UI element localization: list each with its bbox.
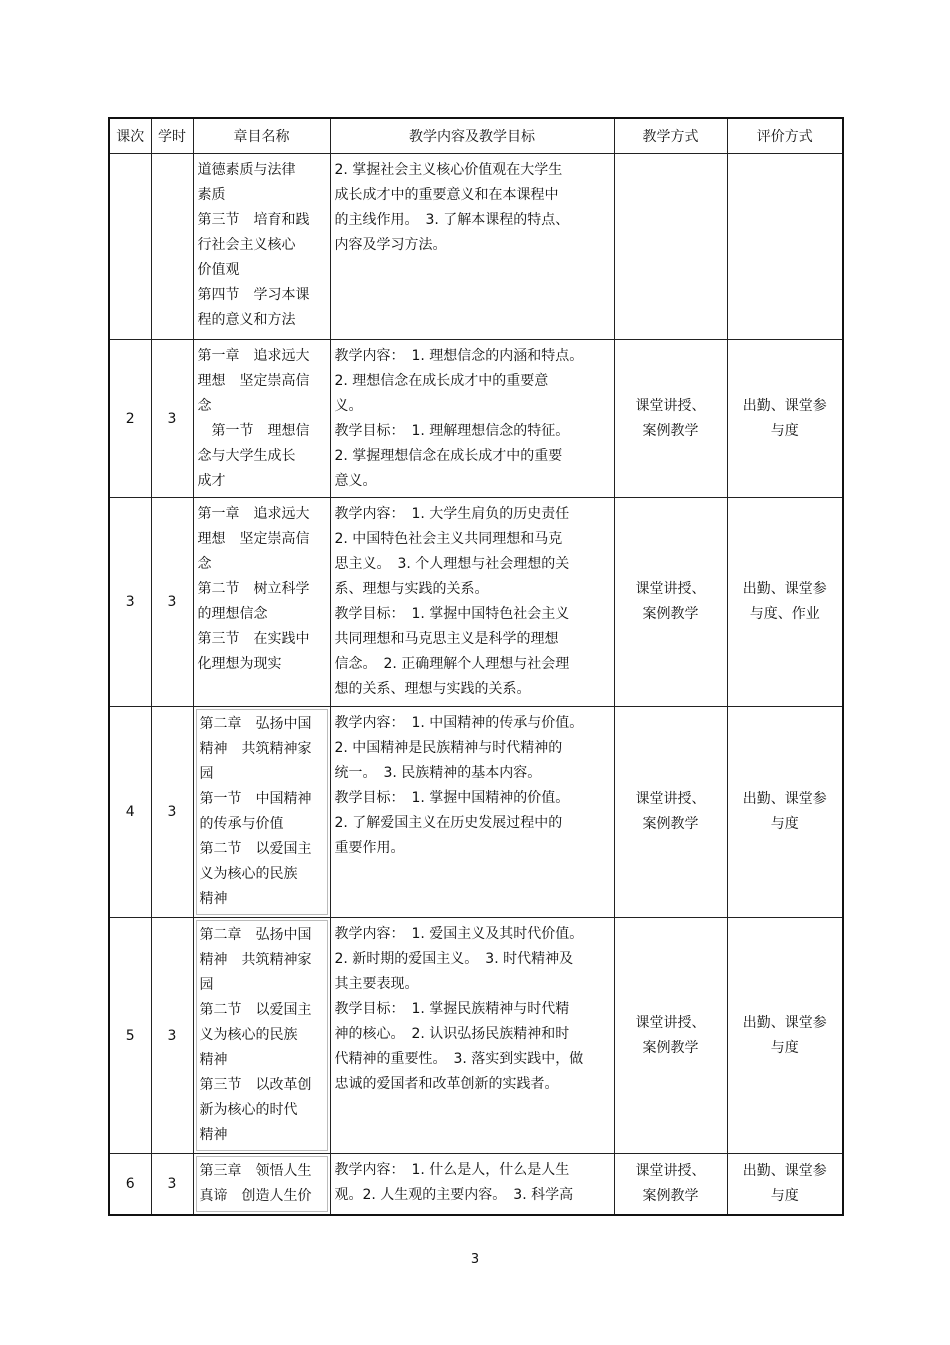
content-cell <box>330 707 614 918</box>
evaluation-line: 与度、作业 <box>749 606 820 622</box>
content-line-block <box>331 498 614 704</box>
chapter-line: 义为核心的民族 <box>199 1027 298 1043</box>
content-line-block <box>331 707 614 863</box>
lesson-cell: 4 <box>109 707 151 918</box>
method-line-block <box>615 1159 727 1209</box>
hours-cell: 3 <box>151 498 193 707</box>
chapter-line: 第一节 中国精神 <box>199 791 312 807</box>
chapter-cell <box>193 1154 330 1216</box>
chapter-cell <box>193 707 330 918</box>
chapter-line: 精神 共筑精神家 <box>199 952 312 968</box>
chapter-line: 成才 <box>197 473 226 489</box>
content-line: 教学目标： 1. 掌握民族精神与时代精 <box>334 1001 570 1017</box>
content-cell <box>330 154 614 340</box>
chapter-line-block <box>196 920 328 1151</box>
method-line-block <box>615 577 727 627</box>
lesson-cell: 3 <box>109 498 151 707</box>
chapter-line: 的传承与价值 <box>199 816 284 832</box>
content-cell <box>330 1154 614 1216</box>
content-line-block <box>331 918 614 1099</box>
chapter-line: 行社会主义核心 <box>197 237 296 253</box>
content-line: 忠诚的爱国者和改革创新的实践者。 <box>334 1076 559 1092</box>
chapter-line: 第四节 学习本课 <box>197 287 310 303</box>
chapter-cell <box>193 154 330 340</box>
content-line: 2. 掌握社会主义核心价值观在大学生 <box>334 162 563 178</box>
content-line: 的主线作用。 3. 了解本课程的特点、 <box>334 212 570 228</box>
lesson-cell: 5 <box>109 918 151 1154</box>
chapter-line: 第二章 弘扬中国 <box>199 927 312 943</box>
lesson-cell <box>109 154 151 340</box>
chapter-line: 第二节 树立科学 <box>197 581 310 597</box>
chapter-line: 道德素质与法律 <box>197 162 296 178</box>
content-cell <box>330 498 614 707</box>
content-line: 神的核心。 2. 认识弘扬民族精神和时 <box>334 1026 570 1042</box>
table-row <box>109 707 843 918</box>
header-chapter: 章目名称 <box>193 118 330 154</box>
content-line: 系、理想与实践的关系。 <box>334 581 489 597</box>
hours-cell <box>151 154 193 340</box>
lesson-cell: 6 <box>109 1154 151 1216</box>
content-line: 教学内容： 1. 大学生肩负的历史责任 <box>334 506 570 522</box>
chapter-line: 理想 坚定崇高信 <box>197 373 310 389</box>
chapter-line: 素质 <box>197 187 226 203</box>
chapter-line: 第三节 培育和践 <box>197 212 310 228</box>
table-row <box>109 918 843 1154</box>
chapter-line: 第一章 追求远大 <box>197 348 310 364</box>
chapter-line: 义为核心的民族 <box>199 866 298 882</box>
chapter-line: 园 <box>199 766 214 782</box>
content-line-block <box>331 154 614 260</box>
header-row <box>109 118 843 154</box>
content-line: 思主义。 3. 个人理想与社会理想的关 <box>334 556 570 572</box>
hours-cell: 3 <box>151 707 193 918</box>
content-line: 2. 掌握理想信念在成长成才中的重要 <box>334 448 563 464</box>
chapter-line: 第二章 弘扬中国 <box>199 716 312 732</box>
hours-cell: 3 <box>151 918 193 1154</box>
chapter-line-block <box>196 709 328 915</box>
chapter-line: 第二节 以爱国主 <box>199 841 312 857</box>
chapter-line: 第三章 领悟人生 <box>199 1163 312 1179</box>
method-line: 案例教学 <box>642 816 699 832</box>
method-cell <box>614 340 727 498</box>
method-cell <box>614 918 727 1154</box>
chapter-cell <box>193 918 330 1154</box>
chapter-line: 价值观 <box>197 262 240 278</box>
evaluation-line: 出勤、课堂参 <box>742 397 827 414</box>
content-line: 教学内容： 1. 什么是人，什么是人生 <box>334 1162 570 1178</box>
page-number: 3 <box>470 1252 480 1267</box>
chapter-line-block <box>194 154 330 335</box>
chapter-line: 念 <box>197 398 212 414</box>
chapter-line-block <box>196 1156 328 1212</box>
evaluation-line: 与度 <box>770 816 799 832</box>
header-hours: 学时 <box>151 118 193 154</box>
method-line: 课堂讲授、 <box>635 791 706 807</box>
content-cell <box>330 918 614 1154</box>
chapter-line: 第一章 追求远大 <box>197 506 310 522</box>
method-line-block <box>615 394 727 444</box>
chapter-line: 园 <box>199 977 214 993</box>
method-line: 课堂讲授、 <box>635 581 706 597</box>
chapter-line: 精神 <box>199 1052 228 1068</box>
chapter-cell <box>193 498 330 707</box>
chapter-line: 的理想信念 <box>197 606 268 622</box>
content-line: 成长成才中的重要意义和在本课程中 <box>334 187 559 203</box>
table-row <box>109 1154 843 1216</box>
hours-cell: 3 <box>151 340 193 498</box>
method-line: 案例教学 <box>642 1188 699 1204</box>
method-line: 课堂讲授、 <box>635 397 706 414</box>
method-cell <box>614 707 727 918</box>
lesson-cell: 2 <box>109 340 151 498</box>
evaluation-line: 与度 <box>770 1188 799 1204</box>
content-line: 2. 理想信念在成长成才中的重要意 <box>334 373 549 389</box>
method-line-block <box>615 1011 727 1061</box>
chapter-line: 念与大学生成长 <box>197 448 296 464</box>
chapter-line: 真谛 创造人生价 <box>199 1188 312 1204</box>
header-method: 教学方式 <box>614 118 727 154</box>
evaluation-cell <box>727 498 843 707</box>
evaluation-cell <box>727 1154 843 1216</box>
method-cell <box>614 154 727 340</box>
content-line: 教学目标： 1. 理解理想信念的特征。 <box>334 423 570 439</box>
content-line: 2. 中国特色社会主义共同理想和马克 <box>334 531 563 547</box>
evaluation-line: 出勤、课堂参 <box>742 1163 827 1179</box>
content-line: 教学目标： 1. 掌握中国特色社会主义 <box>334 606 570 622</box>
evaluation-line-block <box>728 577 843 627</box>
chapter-line: 精神 共筑精神家 <box>199 741 312 757</box>
evaluation-line-block <box>728 1159 843 1209</box>
content-line: 内容及学习方法。 <box>334 237 447 253</box>
method-line-block <box>615 787 727 837</box>
header-lesson: 课次 <box>109 118 151 154</box>
content-line: 教学内容： 1. 理想信念的内涵和特点。 <box>334 348 584 364</box>
chapter-line: 第一节 理想信 <box>197 423 310 439</box>
method-line: 案例教学 <box>642 606 699 622</box>
evaluation-cell <box>727 707 843 918</box>
content-line-block <box>331 340 614 496</box>
method-line: 案例教学 <box>642 422 699 439</box>
content-line: 想的关系、理想与实践的关系。 <box>334 681 531 697</box>
content-line: 共同理想和马克思主义是科学的理想 <box>334 631 559 647</box>
evaluation-cell <box>727 340 843 498</box>
content-line: 代精神的重要性。 3. 落实到实践中，做 <box>334 1051 584 1067</box>
hours-cell: 3 <box>151 1154 193 1216</box>
content-line: 统一。 3. 民族精神的基本内容。 <box>334 765 542 781</box>
table-row <box>109 154 843 340</box>
method-cell <box>614 498 727 707</box>
chapter-line: 化理想为现实 <box>197 656 282 672</box>
content-line: 教学目标： 1. 掌握中国精神的价值。 <box>334 790 570 806</box>
content-cell <box>330 340 614 498</box>
method-line: 课堂讲授、 <box>635 1014 706 1031</box>
evaluation-line: 出勤、课堂参 <box>742 1014 827 1031</box>
evaluation-line-block <box>728 787 843 837</box>
content-line-block <box>331 1154 614 1210</box>
chapter-line-block <box>194 498 330 679</box>
evaluation-cell <box>727 154 843 340</box>
chapter-line: 第三节 以改革创 <box>199 1077 312 1093</box>
content-line: 2. 中国精神是民族精神与时代精神的 <box>334 740 563 756</box>
chapter-line-block <box>194 340 330 496</box>
chapter-line: 第三节 在实践中 <box>197 631 310 647</box>
content-line: 教学内容： 1. 爱国主义及其时代价值。 <box>334 926 584 942</box>
method-cell <box>614 1154 727 1216</box>
evaluation-cell <box>727 918 843 1154</box>
chapter-line: 精神 <box>199 1127 228 1143</box>
chapter-line: 新为核心的时代 <box>199 1102 298 1118</box>
content-line: 其主要表现。 <box>334 976 419 992</box>
chapter-cell <box>193 340 330 498</box>
table-row <box>109 498 843 707</box>
chapter-line: 理想 坚定崇高信 <box>197 531 310 547</box>
content-line: 2. 了解爱国主义在历史发展过程中的 <box>334 815 563 831</box>
chapter-line: 念 <box>197 556 212 572</box>
evaluation-line: 出勤、课堂参 <box>742 791 827 807</box>
content-line: 信念。 2. 正确理解个人理想与社会理 <box>334 656 570 672</box>
content-line: 义。 <box>334 398 363 414</box>
header-evaluation: 评价方式 <box>727 118 843 154</box>
evaluation-line-block <box>728 394 843 444</box>
content-line: 教学内容： 1. 中国精神的传承与价值。 <box>334 715 584 731</box>
evaluation-line: 与度 <box>770 422 799 439</box>
chapter-line: 精神 <box>199 891 228 907</box>
evaluation-line-block <box>728 1011 843 1061</box>
content-line: 意义。 <box>334 473 377 489</box>
chapter-line: 程的意义和方法 <box>197 312 296 328</box>
content-line: 观。2. 人生观的主要内容。 3. 科学高 <box>334 1187 574 1203</box>
method-line: 案例教学 <box>642 1039 699 1056</box>
chapter-line: 第二节 以爱国主 <box>199 1002 312 1018</box>
table-row <box>109 340 843 498</box>
evaluation-line: 出勤、课堂参 <box>742 581 827 597</box>
method-line: 课堂讲授、 <box>635 1163 706 1179</box>
content-line: 重要作用。 <box>334 840 405 856</box>
content-line: 2. 新时期的爱国主义。 3. 时代精神及 <box>334 951 574 967</box>
header-content: 教学内容及教学目标 <box>330 118 614 154</box>
evaluation-line: 与度 <box>770 1039 799 1056</box>
syllabus-table <box>108 117 844 1216</box>
